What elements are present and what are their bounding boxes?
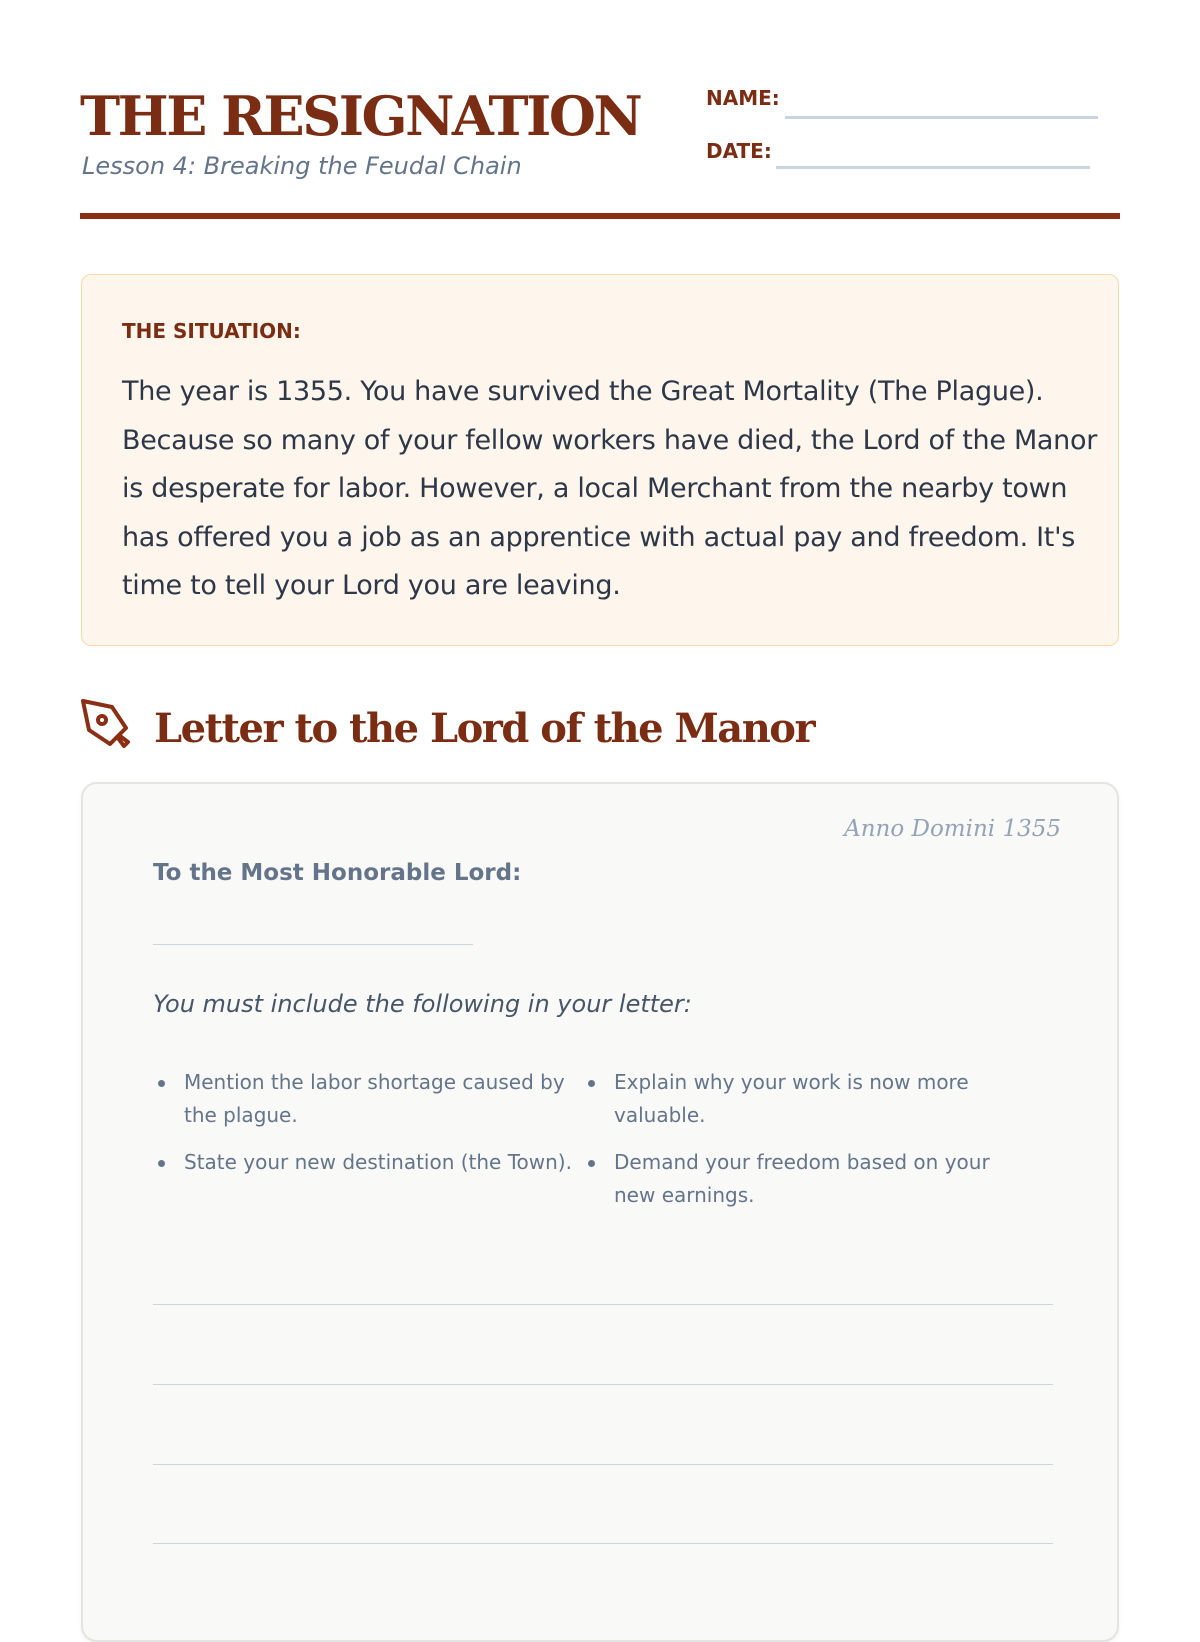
requirement-item <box>614 1066 1034 1132</box>
lesson-subtitle: Lesson 4: Breaking the Feudal Chain <box>82 152 522 180</box>
writing-line[interactable] <box>153 1304 1053 1305</box>
requirement-item <box>184 1066 594 1132</box>
writing-line[interactable] <box>153 1543 1053 1544</box>
requirement-item <box>184 1146 594 1179</box>
bullet-icon <box>588 1160 595 1167</box>
situation-box <box>81 274 1119 646</box>
worksheet-title: THE RESIGNATION <box>80 84 641 148</box>
date-stamp: Anno Domini 1355 <box>844 816 1061 842</box>
name-field[interactable] <box>785 116 1098 119</box>
letter-section-title: Letter to the Lord of the Manor <box>154 705 815 752</box>
quill-pen-icon <box>80 698 134 752</box>
letter-instruction: You must include the following in your letter: <box>153 990 692 1018</box>
requirement-item <box>614 1146 1034 1212</box>
salutation-name-line[interactable] <box>153 944 473 945</box>
bullet-icon <box>158 1160 165 1167</box>
writing-line[interactable] <box>153 1384 1053 1385</box>
letter-card <box>81 782 1119 1642</box>
name-label: NAME: <box>706 86 780 110</box>
salutation: To the Most Honorable Lord: <box>153 860 522 886</box>
bullet-icon <box>158 1080 165 1087</box>
date-label: DATE: <box>706 139 772 163</box>
writing-line[interactable] <box>153 1464 1053 1465</box>
header-divider <box>80 213 1120 219</box>
requirement-text: Mention the labor shortage caused by the plague. <box>184 1070 565 1127</box>
date-field[interactable] <box>776 166 1090 169</box>
situation-label: THE SITUATION: <box>122 319 301 343</box>
requirement-text: Demand your freedom based on your new earnings. <box>614 1150 990 1207</box>
situation-text: The year is 1355. You have survived the Great Mortality (The Plague). Because so many of your fellow workers have died, the Lord of the Manor is desperate for labor. However, a local Merchant from the nearby town has offered you a job as an apprentice with actual pay and freedom. It's time to tell your Lord you are leaving. <box>122 376 1098 601</box>
bullet-icon <box>588 1080 595 1087</box>
requirement-text: State your new destination (the Town). <box>184 1150 572 1174</box>
requirement-text: Explain why your work is now more valuable. <box>614 1070 969 1127</box>
